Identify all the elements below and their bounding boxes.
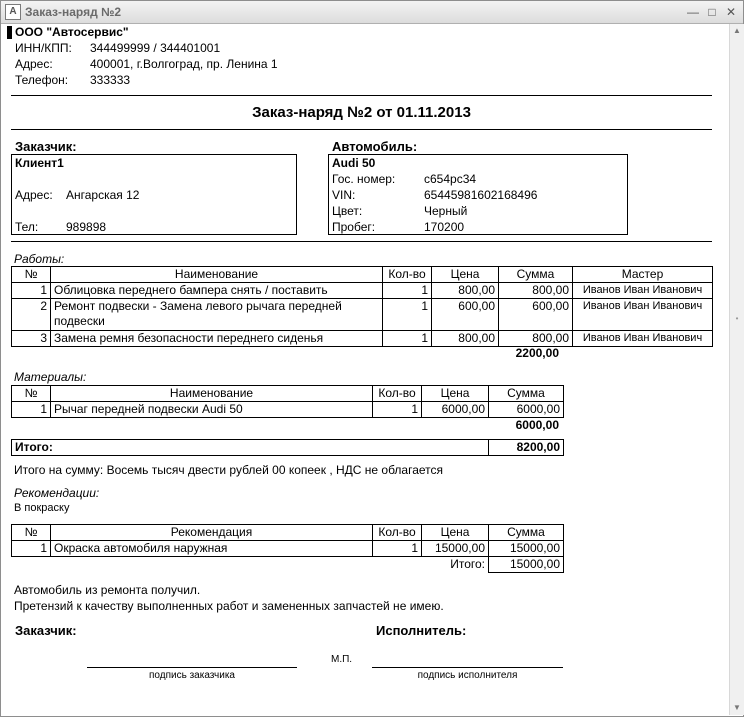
work-sum: 800,00 (499, 331, 573, 347)
header-cell: Наименование (51, 386, 373, 402)
inn-label: ИНН/КПП: (15, 41, 72, 55)
recommendations-total: 15000,00 (489, 557, 564, 573)
mileage-label: Пробег: (332, 220, 376, 234)
recommendations-heading: Рекомендации: (14, 486, 100, 500)
inn-value: 344499999 / 344401001 (90, 41, 221, 55)
row-number: 2 (12, 299, 51, 331)
customer-phone-label: Тел: (15, 220, 39, 234)
work-qty: 1 (383, 299, 432, 331)
table-header-row (12, 386, 564, 402)
table-row (12, 283, 713, 299)
header-cell: Кол-во (383, 267, 432, 283)
divider (11, 95, 712, 96)
header-cell: Цена (422, 525, 489, 541)
work-price: 800,00 (432, 331, 499, 347)
header-cell: Кол-во (373, 525, 422, 541)
table-header-row (12, 525, 564, 541)
header-cell: Сумма (489, 386, 564, 402)
header-cell: № (12, 386, 51, 402)
vertical-scrollbar[interactable] (729, 24, 744, 715)
car-heading: Автомобиль: (332, 139, 418, 154)
table-row (12, 331, 713, 347)
divider (11, 129, 712, 130)
recommendations-total-label: Итого: (12, 557, 489, 573)
executor-signature-line (372, 667, 563, 668)
material-sum: 6000,00 (489, 402, 564, 418)
materials-table (11, 385, 564, 418)
work-price: 800,00 (432, 283, 499, 299)
header-cell: Наименование (51, 267, 383, 283)
grand-total-row (11, 439, 564, 456)
color-label: Цвет: (332, 204, 363, 218)
header-cell: Сумма (499, 267, 573, 283)
work-price: 600,00 (432, 299, 499, 331)
customer-address-label: Адрес: (15, 188, 53, 202)
customer-signature-line (87, 667, 297, 668)
recommendations-note: В покраску (14, 502, 70, 514)
materials-total: 6000,00 (515, 418, 559, 432)
maximize-button[interactable]: □ (708, 5, 716, 19)
materials-heading: Материалы: (14, 370, 87, 384)
recommendation-price: 15000,00 (422, 541, 489, 557)
work-qty: 1 (383, 331, 432, 347)
grand-total-value: 8200,00 (489, 440, 564, 456)
executor-signature-caption: подпись исполнителя (417, 670, 518, 681)
recommendation-sum: 15000,00 (489, 541, 564, 557)
row-number: 1 (12, 402, 51, 418)
company-address-label: Адрес: (15, 57, 53, 71)
window-title: Заказ-наряд №2 (25, 5, 122, 19)
work-master: Иванов Иван Иванович (573, 299, 713, 331)
customer-name: Клиент1 (15, 156, 64, 170)
table-row (12, 402, 564, 418)
company-name: ООО "Автосервис" (15, 25, 129, 39)
table-row (12, 299, 713, 331)
customer-signature-heading: Заказчик: (15, 623, 77, 638)
plate-value: с654рс34 (424, 172, 477, 186)
work-name: Ремонт подвески - Замена левого рычага передней подвески (51, 299, 383, 331)
table-total-row (12, 557, 564, 573)
header-cell: Цена (422, 386, 489, 402)
work-name: Облицовка переднего бампера снять / поставить (51, 283, 383, 299)
vin-value: 65445981602168496 (424, 188, 538, 202)
header-cell: Рекомендация (51, 525, 373, 541)
executor-signature-heading: Исполнитель: (376, 623, 467, 638)
divider (11, 241, 712, 242)
text-cursor (7, 26, 12, 39)
work-master: Иванов Иван Иванович (573, 283, 713, 299)
works-total: 2200,00 (515, 346, 559, 360)
document-icon: A (5, 4, 21, 20)
header-cell: Сумма (489, 525, 564, 541)
table-header-row (12, 267, 713, 283)
close-button[interactable]: ✕ (725, 5, 737, 19)
table-row (12, 541, 564, 557)
customer-heading: Заказчик: (15, 139, 77, 154)
header-cell: № (12, 267, 51, 283)
car-model: Audi 50 (332, 156, 376, 170)
row-number: 1 (12, 283, 51, 299)
document-title: Заказ-наряд №2 от 01.11.2013 (252, 104, 471, 121)
title-bar (1, 1, 743, 24)
material-name: Рычаг передней подвески Audi 50 (51, 402, 373, 418)
minimize-button[interactable]: — (687, 5, 699, 19)
header-cell: № (12, 525, 51, 541)
recommendation-qty: 1 (373, 541, 422, 557)
sum-in-words: Итого на сумму: Восемь тысяч двести рублей 00 копеек , НДС не облагается (14, 463, 444, 477)
scroll-down-arrow-icon[interactable]: ▼ (733, 703, 741, 712)
work-sum: 600,00 (499, 299, 573, 331)
grand-total-label: Итого: (12, 440, 489, 456)
customer-signature-caption: подпись заказчика (149, 670, 235, 681)
customer-phone: 989898 (66, 220, 107, 234)
received-text: Автомобиль из ремонта получил. (14, 583, 201, 597)
customer-address: Ангарская 12 (66, 188, 140, 202)
mileage-value: 170200 (424, 220, 465, 234)
company-address: 400001, г.Волгоград, пр. Ленина 1 (90, 57, 278, 71)
header-cell: Мастер (573, 267, 713, 283)
header-cell: Кол-во (373, 386, 422, 402)
recommendations-table (11, 524, 564, 573)
material-price: 6000,00 (422, 402, 489, 418)
company-phone-label: Телефон: (15, 73, 69, 87)
works-heading: Работы: (14, 252, 65, 266)
work-sum: 800,00 (499, 283, 573, 299)
company-phone: 333333 (90, 73, 131, 87)
work-name: Замена ремня безопасности переднего сиденья (51, 331, 383, 347)
stamp-placeholder: М.П. (331, 654, 353, 665)
work-master: Иванов Иван Иванович (573, 331, 713, 347)
recommendation-name: Окраска автомобиля наружная (51, 541, 373, 557)
header-cell: Цена (432, 267, 499, 283)
color-value: Черный (424, 204, 468, 218)
no-claims-text: Претензий к качеству выполненных работ и замененных запчастей не имею. (14, 599, 444, 613)
row-number: 3 (12, 331, 51, 347)
scroll-thumb-icon[interactable]: • (735, 314, 739, 323)
vin-label: VIN: (332, 188, 356, 202)
document-content[interactable] (1, 24, 729, 715)
row-number: 1 (12, 541, 51, 557)
scroll-up-arrow-icon[interactable]: ▲ (733, 26, 741, 35)
plate-label: Гос. номер: (332, 172, 396, 186)
work-qty: 1 (383, 283, 432, 299)
works-table (11, 266, 713, 347)
material-qty: 1 (373, 402, 422, 418)
